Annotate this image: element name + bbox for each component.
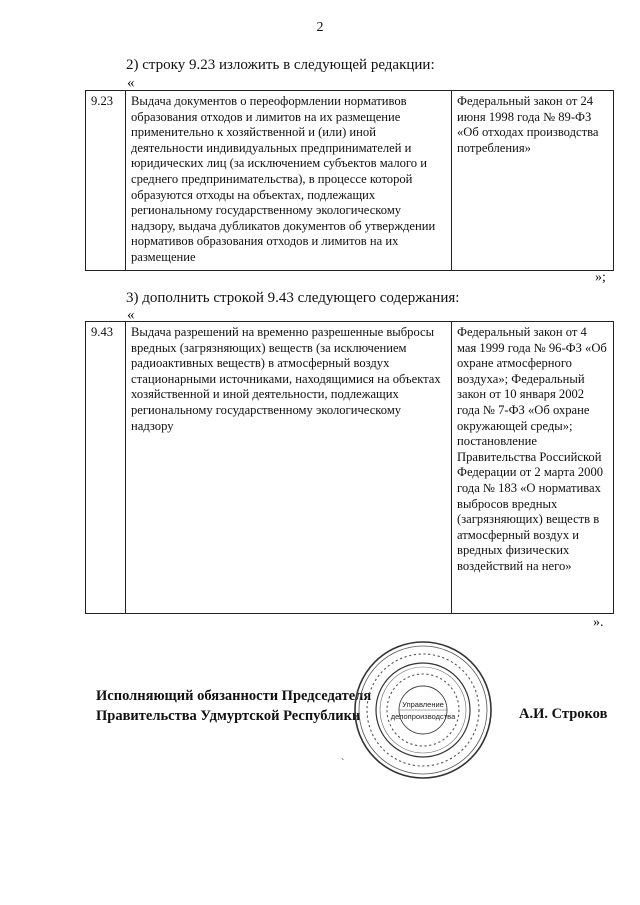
official-seal-stamp bbox=[352, 639, 494, 781]
stray-mark: ˋ bbox=[341, 758, 345, 769]
row-description: Выдача разрешений на временно разрешенные выбросы вредных (загрязняющих) веществ (за исключением радиоактивных веществ) в атмосферный воздух стационарными источниками, находящимися на объектах хозяйственной и иной деятельности, подлежащих региональному государственному экологическому надзору bbox=[126, 322, 452, 614]
item-3-open-quote: « bbox=[127, 307, 135, 323]
item-3-heading: 3) дополнить строкой 9.43 следующего содержания: bbox=[126, 290, 460, 306]
seal-text-line2: делопроизводства bbox=[390, 712, 456, 721]
table-row-9-43 bbox=[85, 321, 614, 614]
row-number: 9.43 bbox=[86, 322, 126, 614]
item-2-heading: 2) строку 9.23 изложить в следующей редакции: bbox=[126, 57, 435, 73]
signature-title-line2: Правительства Удмуртской Республики bbox=[96, 708, 361, 724]
item-2-open-quote: « bbox=[127, 75, 135, 91]
row-legal-basis: Федеральный закон от 4 мая 1999 года № 96-ФЗ «Об охране атмосферного воздуха»; Федеральный закон от 10 января 2002 года № 7-ФЗ «Об охране окружающей среды»; постановление Правительства Российской Федерации от 2 марта 2000 года № 183 «О нормативах выбросов вредных (загрязняющих) веществ в атмосферный воздух и вредных физических воздействий на него» bbox=[452, 322, 614, 614]
signature-title-line1: Исполняющий обязанности Председателя bbox=[96, 688, 372, 704]
seal-text-line1: Управление bbox=[402, 700, 444, 709]
row-number: 9.23 bbox=[86, 91, 126, 271]
signature-title bbox=[96, 686, 371, 726]
row-description: Выдача документов о переоформлении нормативов образования отходов и лимитов на их размещение применительно к хозяйственной и (или) иной деятельности индивидуальных предпринимателей и юридических лиц (за исключением субъектов малого и среднего предпринимательства), в процессе которой образуются отходы на объектах, подлежащих региональному государственному экологическому надзору, выдача дубликатов документов об утверждении нормативов образования отходов и лимитов на их размещение bbox=[126, 91, 452, 271]
item-2-close-quote: »; bbox=[595, 270, 606, 285]
signatory-name: А.И. Строков bbox=[519, 706, 608, 722]
page-number: 2 bbox=[316, 20, 324, 35]
item-3-close-quote: ». bbox=[593, 615, 604, 630]
row-legal-basis: Федеральный закон от 24 июня 1998 года № 89-ФЗ «Об отходах производства потребления» bbox=[452, 91, 614, 271]
table-row-9-23 bbox=[85, 90, 614, 271]
